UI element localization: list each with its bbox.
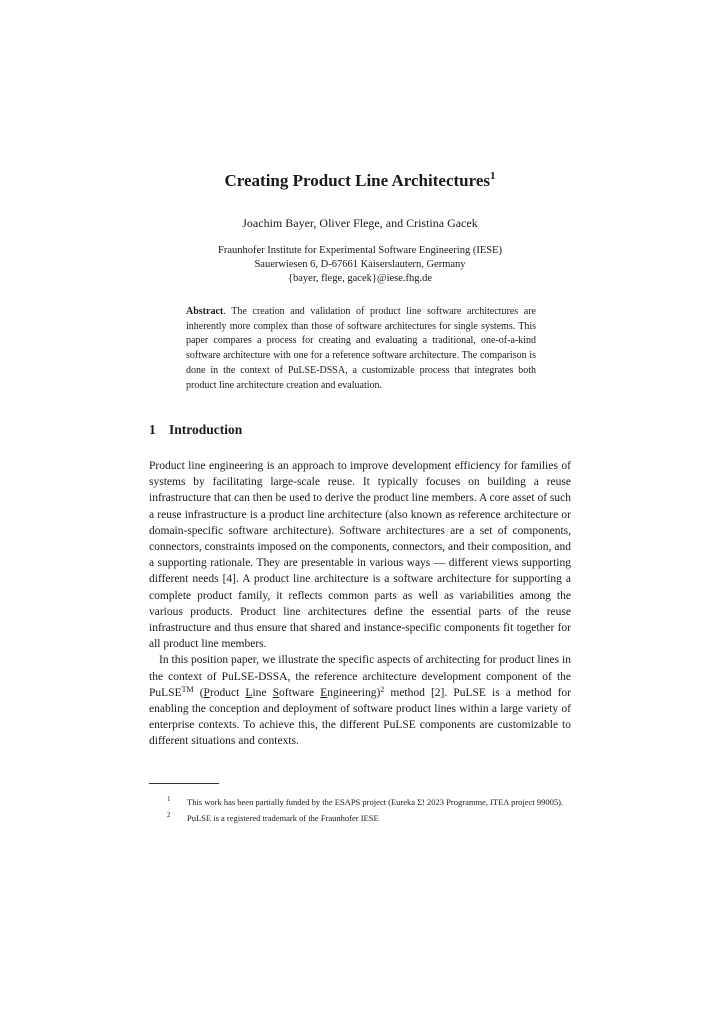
footnote-rule (149, 783, 219, 784)
title-footnote-mark: 1 (490, 170, 496, 182)
authors: Joachim Bayer, Oliver Flege, and Cristina Gacek (242, 216, 478, 230)
footnote-1-mark: 1 (167, 795, 171, 803)
trademark-mark: TM (181, 684, 194, 694)
section-title: Introduction (169, 422, 243, 437)
p2-E: E (320, 686, 328, 699)
address: Sauerwiesen 6, D-67661 Kaiserslautern, Germany (254, 259, 466, 270)
footnote-2-mark: 2 (167, 811, 171, 819)
p2-ine: ine (252, 686, 273, 699)
abstract-text: . The creation and validation of product line software architectures are inherently more complex than those of software architectures for single systems. This paper compares a process for creating and evaluating a traditional, one-of-a-kind software architecture with one for a reference software architecture. The comparison is done in the context of PuLSE-DSSA, a customizable process that integrates both product line architecture creation and evaluation. (186, 306, 536, 391)
title-text: Creating Product Line Architectures (224, 171, 491, 190)
abstract (186, 305, 536, 393)
p2-part1: In this position paper, we illustrate the specific aspects of architecting for product lines in the context of PuLSE-DSSA, the reference architecture development component of the PuLSE (149, 654, 571, 699)
p2-open: ( (193, 686, 204, 699)
paragraph-1: Product line engineering is an approach to improve development efficiency for families of systems by facilitating large-scale reuse. It typically focuses on building a reuse infrastructure that can then be used to derive the product line members. A core asset of such a reuse infrastructure is a product line architecture (also known as reference architecture or domain-specific software architecture). Software architectures are a set of components, connectors, constraints imposed on the components, connectors, and their composition, and a supporting rationale. They are presentable in various ways — different views supporting different needs [4]. A product line architecture is a software architecture for supporting a complete product family, it reflects common parts as well as variabilities among the various products. Product line architectures define the essential parts of the reuse infrastructure and thus ensure that shared and instance-specific components fit together for all product line members. (149, 460, 571, 651)
p2-ngineering: ngineering) (327, 686, 381, 699)
abstract-label: Abstract (186, 306, 224, 317)
p2-L: L (245, 686, 253, 699)
footnote-1 (167, 796, 571, 809)
emails: {bayer, flege, gacek}@iese.fhg.de (287, 273, 433, 284)
section-heading (149, 422, 242, 438)
footnote-1-text: This work has been partially funded by the ESAPS project (Eureka Σ! 2023 Programme, ITEA project 99005). (187, 797, 564, 807)
footnote-2-text: PuLSE is a registered trademark of the Fraunhofer IESE (187, 813, 379, 823)
paragraph-2 (149, 652, 571, 749)
p2-P: P (203, 686, 210, 699)
p2-part2: method [2]. PuLSE is a method for enabling the conception and deployment of software product lines within a large variety of enterprise contexts. To achieve this, the different PuLSE components are customizable to different situations and contexts. (149, 686, 571, 748)
paper-title (0, 170, 720, 191)
institute: Fraunhofer Institute for Experimental Software Engineering (IESE) (218, 245, 502, 256)
footnote-mark-2: 2 (380, 684, 385, 694)
p2-roduct: roduct (209, 686, 246, 699)
footnote-2 (167, 812, 571, 825)
affiliation (0, 244, 720, 286)
body-text (149, 458, 571, 750)
p2-S: S (272, 686, 280, 699)
p2-oftware: oftware (279, 686, 321, 699)
section-number: 1 (149, 422, 156, 437)
footnotes (167, 796, 571, 828)
